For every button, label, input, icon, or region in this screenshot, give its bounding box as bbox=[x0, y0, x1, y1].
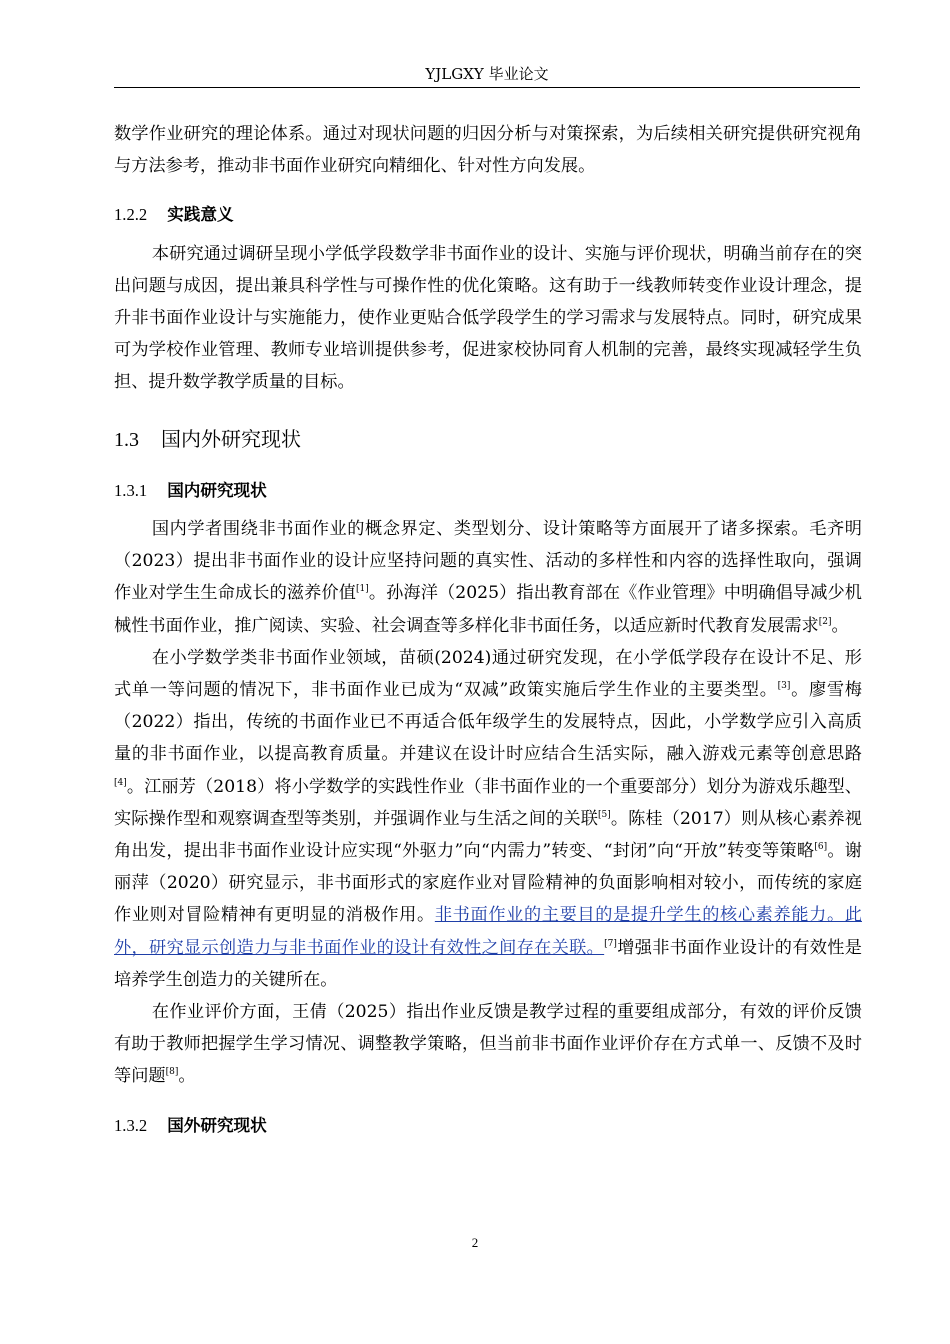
page-header: YJLGXY 毕业论文 bbox=[425, 65, 549, 83]
heading-number: 1.3.2 bbox=[114, 1115, 148, 1135]
heading-1-3-1 bbox=[114, 474, 862, 507]
continued-paragraph: 数学作业研究的理论体系。通过对现状问题的归因分析与对策探索，为后续相关研究提供研究视角与方法参考，推动非书面作业研究向精细化、针对性方向发展。 bbox=[114, 124, 862, 177]
heading-1-3 bbox=[114, 423, 862, 456]
citation: [3] bbox=[777, 681, 791, 692]
domestic-research-paragraph-1: 国内学者围绕非书面作业的概念界定、类型划分、设计策略等方面展开了诸多探索。毛齐明（2023）提出非书面作业的设计应坚持问题的真实性、活动的多样性和内容的选择性取向，强调作业对学生生命成长的滋养价值[1]。孙海洋（2025）指出教育部在《作业管理》中明确倡导减少机械性书面作业，推广阅读、实验、社会调查等多样化非书面任务，以适应新时代教育发展需求[2]。 bbox=[114, 519, 862, 636]
heading-number: 1.2.2 bbox=[114, 205, 148, 225]
heading-number: 1.3 bbox=[114, 428, 139, 451]
heading-1-2-2 bbox=[114, 198, 862, 231]
highlighted-link-text[interactable]: 非书面作业的主要目的是提升学生的核心素养能力。此外，研究显示创造力与非书面作业的设计有效性之间存在关联。 bbox=[114, 905, 862, 958]
heading-title: 实践意义 bbox=[167, 204, 234, 225]
citation: [7] bbox=[604, 938, 617, 949]
heading-number: 1.3.1 bbox=[114, 480, 148, 500]
heading-title: 国外研究现状 bbox=[167, 1114, 267, 1135]
citation: [8] bbox=[165, 1067, 179, 1078]
heading-1-3-2 bbox=[114, 1109, 862, 1142]
citation: [4] bbox=[114, 777, 127, 788]
heading-title: 国内外研究现状 bbox=[161, 426, 301, 451]
domestic-research-paragraph-3: 在作业评价方面，王倩（2025）指出作业反馈是教学过程的重要组成部分，有效的评价反馈有助于教师把握学生学习情况、调整教学策略，但当前非书面作业评价存在方式单一、反馈不及时等问题[8]。 bbox=[114, 1002, 862, 1087]
page-body bbox=[114, 118, 862, 1142]
domestic-research-paragraph-2: 在小学数学类非书面作业领域，苗硕(2024)通过研究发现，在小学低学段存在设计不足、形式单一等问题的情况下，非书面作业已成为“双减”政策实施后学生作业的主要类型。[3]。廖雪梅（2022）指出，传统的书面作业已不再适合低年级学生的发展特点，因此，小学数学应引入高质量的非书面作业，以提高教育质量。并建议在设计时应结合生活实际，融入游戏元素等创意思路[4]。江丽芳（2018）将小学数学的实践性作业（非书面作业的一个重要部分）划分为游戏乐趣型、实际操作型和观察调查型等类别，并强调作业与生活之间的关联[5]。陈桂（2017）则从核心素养视角出发，提出非书面作业设计应实现“外驱力”向“内需力”转变、“封闭”向“开放”转变等策略[6]。谢丽萍（2020）研究显示，非书面形式的家庭作业对冒险精神的负面影响相对较小，而传统的家庭作业则对冒险精神有更明显的消极作用。非书面作业的主要目的是提升学生的核心素养能力。此外，研究显示创造力与非书面作业的设计有效性之间存在关联。[7]增强非书面作业设计的有效性是培养学生创造力的关键所在。 bbox=[114, 647, 862, 990]
citation: [2] bbox=[818, 616, 832, 627]
heading-title: 国内研究现状 bbox=[167, 479, 267, 500]
citation: [5] bbox=[597, 809, 611, 820]
citation: [1] bbox=[356, 584, 369, 595]
citation: [6] bbox=[814, 842, 828, 853]
page-number: 2 bbox=[471, 1235, 479, 1250]
practical-significance-paragraph: 本研究通过调研呈现小学低学段数学非书面作业的设计、实施与评价现状，明确当前存在的突出问题与成因，提出兼具科学性与可操作性的优化策略。这有助于一线教师转变作业设计理念，提升非书面作业设计与实施能力，使作业更贴合低学段学生的学习需求与发展特点。同时，研究成果可为学校作业管理、教师专业培训提供参考，促进家校协同育人机制的完善，最终实现减轻学生负担、提升数学教学质量的目标。 bbox=[114, 243, 862, 393]
header-rule bbox=[114, 87, 860, 88]
